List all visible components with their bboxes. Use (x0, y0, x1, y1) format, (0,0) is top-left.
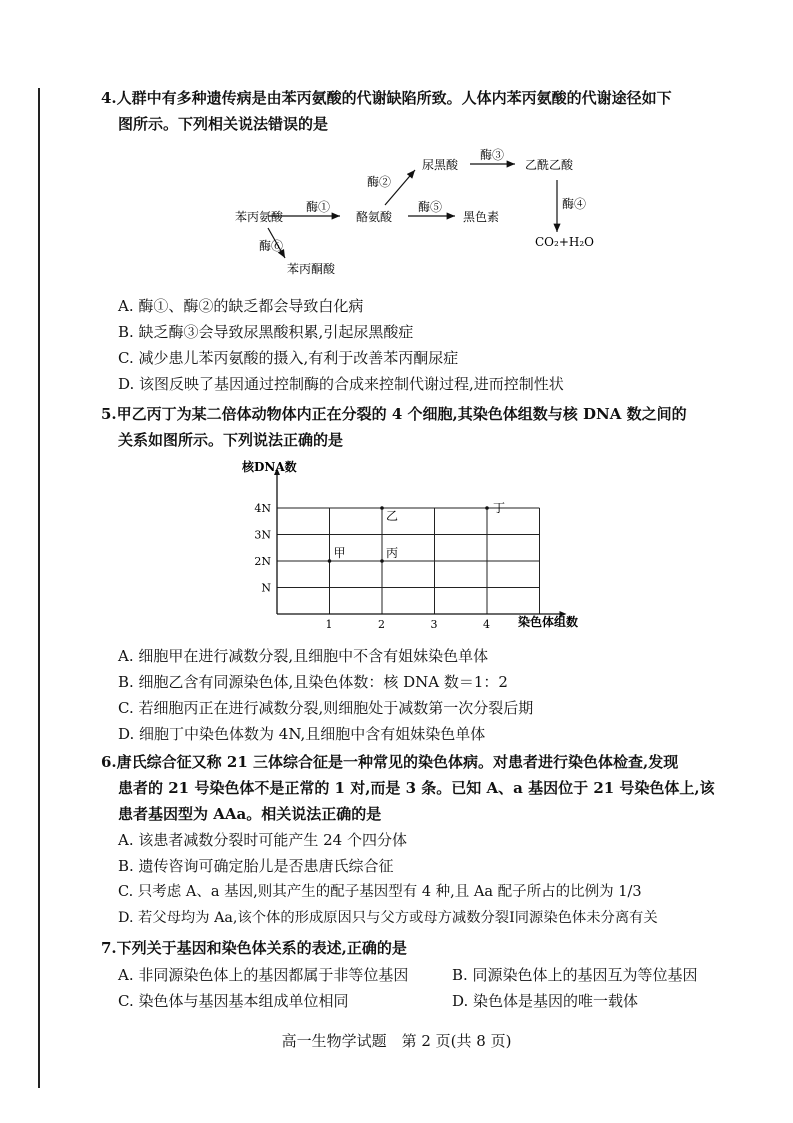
x-tick-label: 3 (430, 618, 438, 631)
node-homogentisic-acid: 尿黑酸 (422, 158, 459, 172)
y-tick-label: 4N (254, 502, 271, 515)
q5-option-a: A. 细胞甲在进行减数分裂,且细胞中不含有姐妹染色单体 (118, 647, 489, 665)
data-point (485, 506, 489, 510)
point-label: 丁 (493, 501, 506, 515)
x-tick-label: 4 (483, 618, 490, 631)
q7-option-b: B. 同源染色体上的基因互为等位基因 (452, 966, 698, 984)
point-label: 丙 (386, 546, 399, 560)
q4-stem-line1: 4.人群中有多种遗传病是由苯丙氨酸的代谢缺陷所致。人体内苯丙氨酸的代谢途径如下 (101, 89, 672, 107)
q7-stem: 7.下列关于基因和染色体关系的表述,正确的是 (101, 939, 407, 957)
chart-xlabel: 染色体组数 (518, 615, 579, 629)
q4-stem-line2: 图所示。下列相关说法错误的是 (118, 115, 329, 133)
q5-option-c: C. 若细胞丙正在进行减数分裂,则细胞处于减数第一次分裂后期 (118, 699, 534, 717)
label-enzyme3: 酶③ (480, 148, 505, 162)
q7-option-c: C. 染色体与基因基本组成单位相同 (118, 992, 349, 1010)
data-point (380, 559, 384, 563)
node-co2-h2o: CO₂+H₂O (535, 235, 594, 249)
q4-option-c: C. 减少患儿苯丙氨酸的摄入,有利于改善苯丙酮尿症 (118, 349, 459, 367)
q6-option-c: C. 只考虑 A、a 基因,则其产生的配子基因型有 4 种,且 Aa 配子所占的比例为 1/3 (118, 884, 642, 900)
data-point (380, 506, 384, 510)
q6-stem-line3: 患者基因型为 AAa。相关说法正确的是 (118, 805, 382, 823)
point-label: 乙 (386, 509, 399, 523)
data-point (328, 559, 332, 563)
q6-option-b: B. 遗传咨询可确定胎儿是否患唐氏综合征 (118, 857, 394, 875)
q5-option-b: B. 细胞乙含有同源染色体,且染色体数：核 DNA 数＝1：2 (118, 673, 508, 691)
dna-chromosome-chart (230, 455, 600, 635)
chart-grid (277, 508, 540, 614)
label-enzyme4: 酶④ (562, 197, 587, 211)
x-tick-label: 2 (378, 618, 385, 631)
q5-stem-line2: 关系如图所示。下列说法正确的是 (118, 431, 344, 449)
q7-option-d: D. 染色体是基因的唯一载体 (452, 992, 639, 1010)
label-enzyme2: 酶② (367, 175, 392, 189)
q6-option-d: D. 若父母均为 Aa,该个体的形成原因只与父方或母方减数分裂Ⅰ同源染色体未分离有关 (118, 910, 658, 926)
point-label: 甲 (333, 546, 346, 560)
label-enzyme1: 酶① (306, 200, 331, 214)
chart-ticks (254, 502, 490, 631)
chart-ylabel: 核DNA数 (242, 460, 297, 474)
node-tyrosine: 酪氨酸 (356, 210, 393, 224)
chart-points (328, 501, 505, 563)
q7-option-a: A. 非同源染色体上的基因都属于非等位基因 (118, 966, 409, 984)
page-footer: 高一生物学试题 第 2 页(共 8 页) (281, 1032, 512, 1050)
y-tick-label: N (261, 581, 271, 595)
q5-stem-line1: 5.甲乙丙丁为某二倍体动物体内正在分裂的 4 个细胞,其染色体组数与核 DNA 数之间的 (101, 405, 687, 423)
node-melanin: 黑色素 (463, 210, 500, 224)
q4-option-d: D. 该图反映了基因通过控制酶的合成来控制代谢过程,进而控制性状 (118, 375, 564, 393)
node-phenylpyruvate: 苯丙酮酸 (287, 262, 336, 276)
x-tick-label: 1 (325, 618, 333, 631)
q5-option-d: D. 细胞丁中染色体数为 4N,且细胞中含有姐妹染色单体 (118, 725, 486, 743)
q6-option-a: A. 该患者减数分裂时可能产生 24 个四分体 (118, 831, 407, 849)
y-tick-label: 3N (254, 528, 271, 542)
y-tick-label: 2N (254, 555, 271, 568)
q6-stem-line2: 患者的 21 号染色体不是正常的 1 对,而是 3 条。已知 A、a 基因位于 21 号染色体上,该 (118, 779, 715, 797)
chart-axes (274, 468, 567, 617)
node-phenylalanine: 苯丙氨酸 (235, 210, 284, 224)
label-enzyme5: 酶⑤ (418, 200, 443, 214)
q4-option-b: B. 缺乏酶③会导致尿黑酸积累,引起尿黑酸症 (118, 323, 414, 341)
label-enzyme6: 酶⑥ (259, 239, 284, 253)
q6-stem-line1: 6.唐氏综合征又称 21 三体综合征是一种常见的染色体病。对患者进行染色体检查,发现 (101, 753, 679, 771)
node-acetoacetate: 乙酰乙酸 (525, 158, 574, 172)
q4-option-a: A. 酶①、酶②的缺乏都会导致白化病 (118, 297, 364, 315)
